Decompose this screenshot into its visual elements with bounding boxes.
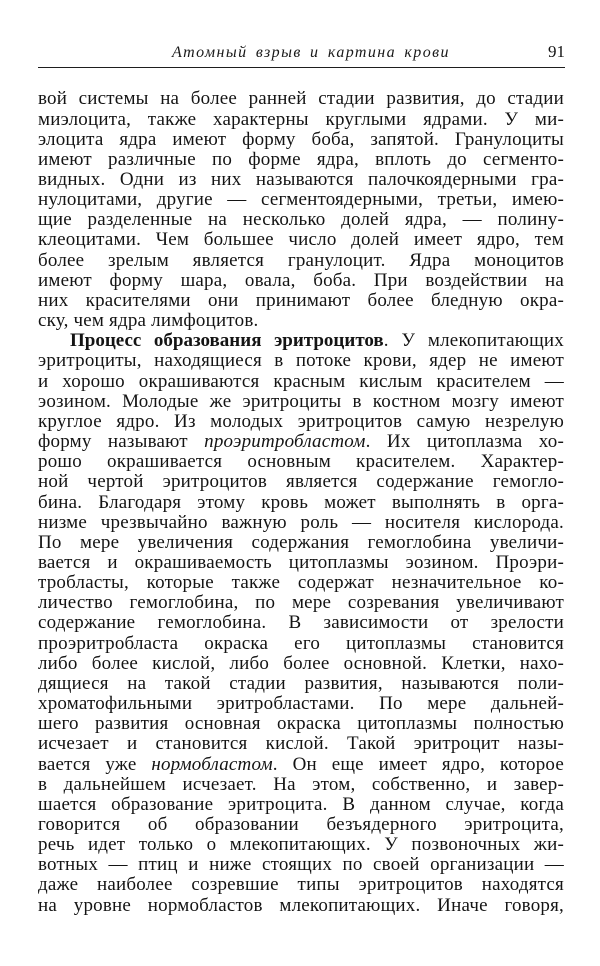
line-text: имеют различные по форме ядра, вплоть до сегменто- bbox=[38, 148, 564, 170]
text-line bbox=[38, 513, 564, 533]
line-text: имеют форму шара, овала, боба. При воздействии на bbox=[38, 269, 564, 291]
line-text: хроматофильными эритробластами. По мере дальней- bbox=[38, 693, 564, 715]
line-text: вается уже bbox=[38, 753, 152, 775]
line-text: круглое ядро. Из молодых эритроцитов самую незрелую bbox=[38, 410, 564, 432]
line-text: либо более кислой, либо более основной. Клетки, нахо- bbox=[38, 652, 564, 674]
body-text bbox=[38, 89, 564, 915]
text-line bbox=[38, 795, 564, 815]
text-line bbox=[38, 654, 564, 674]
line-text: форму называют bbox=[38, 431, 205, 453]
line-text: ску, чем ядра лимфоцитов. bbox=[38, 310, 259, 332]
paragraph-1 bbox=[38, 89, 564, 331]
line-text: эозином. Молодые же эритроциты в костном мозгу имеют bbox=[38, 390, 564, 412]
section-heading-inline: Процесс образования эритроцитов bbox=[70, 330, 384, 352]
text-line bbox=[38, 493, 564, 513]
line-text: тробласты, которые также содержат незначительное ко- bbox=[38, 572, 564, 594]
text-line bbox=[38, 331, 564, 351]
text-line bbox=[38, 835, 564, 855]
text-line bbox=[38, 875, 564, 895]
text-line bbox=[38, 351, 564, 371]
text-line bbox=[38, 89, 564, 109]
text-line bbox=[38, 372, 564, 392]
line-text: них красителями они принимают более бледную окра- bbox=[38, 289, 564, 311]
text-line bbox=[38, 634, 564, 654]
line-text: миэлоцита, также характерны круглыми ядрами. У ми- bbox=[38, 108, 564, 130]
line-text: проэритробласта окраска его цитоплазмы становится bbox=[38, 632, 564, 654]
line-text: в дальнейшем исчезает. На этом, собственно, и завер- bbox=[38, 773, 564, 795]
text-line bbox=[38, 593, 564, 613]
text-line bbox=[38, 775, 564, 795]
line-text: . Их цитоплазма хо- bbox=[365, 431, 564, 453]
italic-term: нормобластом bbox=[151, 753, 273, 775]
line-text: ной чертой эритроцитов является содержание гемогло- bbox=[38, 471, 564, 493]
line-text: элоцита ядра имеют форму боба, запятой. Гранулоциты bbox=[38, 128, 564, 150]
text-line bbox=[38, 311, 564, 331]
line-text: вотных — птиц и ниже стоящих по своей организации — bbox=[38, 854, 564, 876]
text-line bbox=[38, 613, 564, 633]
text-line bbox=[38, 170, 564, 190]
italic-term: проэритробластом bbox=[204, 431, 366, 453]
text-line bbox=[38, 815, 564, 835]
line-text: дящиеся на такой стадии развития, называются поли- bbox=[38, 672, 564, 694]
line-text: . Он еще имеет ядро, которое bbox=[272, 753, 564, 775]
text-line bbox=[38, 553, 564, 573]
text-line bbox=[38, 230, 564, 250]
text-line bbox=[38, 392, 564, 412]
text-line bbox=[38, 251, 564, 271]
line-text: содержание гемоглобина. В зависимости от зрелости bbox=[38, 612, 564, 634]
line-text: . У млекопитающих bbox=[383, 330, 565, 352]
text-line bbox=[38, 210, 564, 230]
text-line bbox=[38, 271, 564, 291]
text-line bbox=[38, 110, 564, 130]
line-text: говорится об образовании безъядерного эритроцита, bbox=[38, 814, 564, 836]
line-text: и хорошо окрашиваются красным кислым красителем — bbox=[38, 370, 564, 392]
line-text: рошо окрашивается основным красителем. Характер- bbox=[38, 451, 564, 473]
text-line bbox=[38, 533, 564, 553]
header-rule-divider bbox=[38, 67, 565, 69]
text-line bbox=[38, 432, 564, 452]
text-line bbox=[38, 452, 564, 472]
text-line bbox=[38, 734, 564, 754]
text-line bbox=[38, 694, 564, 714]
line-text: шего развития основная окраска цитоплазмы полностью bbox=[38, 713, 564, 735]
text-line bbox=[38, 150, 564, 170]
line-text: речь идет только о млекопитающих. У позвоночных жи- bbox=[38, 834, 564, 856]
line-text: низме чрезвычайно важную роль — носителя кислорода. bbox=[38, 511, 564, 533]
line-text: эритроциты, находящиеся в потоке крови, ядер не имеют bbox=[38, 350, 564, 372]
line-text: шается образование эритроцита. В данном случае, когда bbox=[38, 793, 564, 815]
line-text: видных. Одни из них называются палочкоядерными гра- bbox=[38, 169, 564, 191]
page-number: 91 bbox=[548, 42, 565, 61]
text-line bbox=[38, 190, 564, 210]
text-line bbox=[38, 573, 564, 593]
line-text: вается и окрашиваемость цитоплазмы эозином. Проэри- bbox=[38, 551, 564, 573]
text-line bbox=[38, 855, 564, 875]
paragraph-2 bbox=[38, 331, 564, 916]
line-text: вой системы на более ранней стадии развития, до стадии bbox=[38, 88, 564, 110]
text-line bbox=[38, 896, 564, 916]
text-line bbox=[38, 755, 564, 775]
text-line bbox=[38, 714, 564, 734]
text-line bbox=[38, 291, 564, 311]
line-text: бина. Благодаря этому кровь может выполнять в орга- bbox=[38, 491, 564, 513]
text-line bbox=[38, 130, 564, 150]
line-text: щие разделенные на несколько долей ядра, — полину- bbox=[38, 209, 564, 231]
text-line bbox=[38, 412, 564, 432]
line-text: личество гемоглобина, по мере созревания увеличивают bbox=[38, 592, 564, 614]
text-line bbox=[38, 472, 564, 492]
line-text: исчезает и становится кислой. Такой эритроцит назы- bbox=[38, 733, 564, 755]
line-text: на уровне нормобластов млекопитающих. Иначе говоря, bbox=[38, 894, 564, 916]
line-text: более зрелым является гранулоцит. Ядра моноцитов bbox=[38, 249, 564, 271]
line-text: По мере увеличения содержания гемоглобина увеличи- bbox=[38, 531, 564, 553]
line-text: нулоцитами, другие — сегментоядерными, третьи, имею- bbox=[38, 189, 564, 211]
running-header-title: Атомный взрыв и картина крови bbox=[172, 44, 450, 61]
text-line bbox=[38, 674, 564, 694]
line-text: даже наиболее созревшие типы эритроцитов находятся bbox=[38, 874, 564, 896]
line-text: клеоцитами. Чем большее число долей имеет ядро, тем bbox=[38, 229, 564, 251]
